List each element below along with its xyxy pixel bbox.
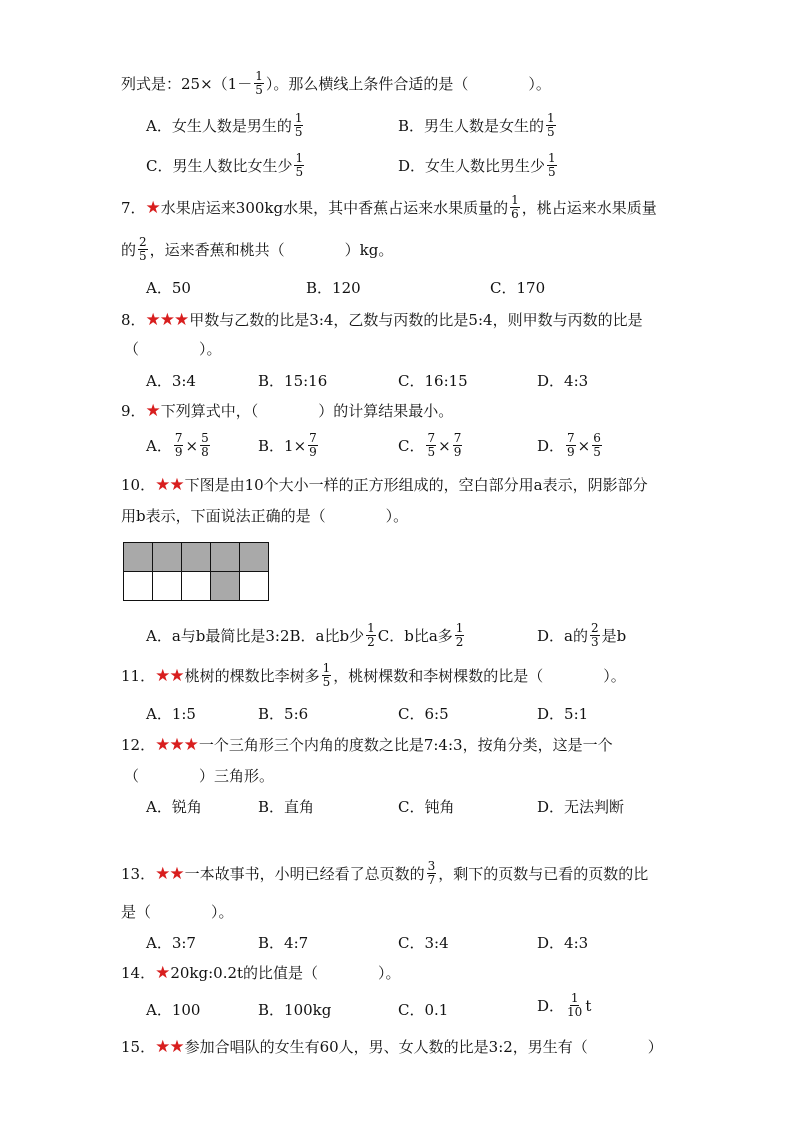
q10-option-d[interactable]: D．a的 $\frac{2}{3}$ 是b: [537, 621, 627, 649]
difficulty-star-icon: ★★: [155, 474, 184, 495]
question-13-line-2: 是（ ）。: [121, 903, 234, 921]
fraction: $\frac{2}{3}$: [590, 621, 599, 649]
q9-option-c[interactable]: C． $\frac{7}{5}$ × $\frac{7}{9}$: [398, 431, 462, 459]
fraction: $\frac{6}{5}$: [593, 431, 601, 459]
shaded-square: [211, 543, 240, 572]
q14-option-d[interactable]: D． $\frac{1}{10}$ t: [537, 991, 592, 1019]
fraction: $\frac{1}{6}$: [511, 193, 519, 221]
fraction: $\frac{1}{5}$: [295, 151, 304, 179]
fraction: $\frac{1}{5}$: [547, 111, 555, 139]
q12-option-a[interactable]: A．锐角: [146, 798, 202, 816]
blank-square: [240, 572, 269, 601]
question-14: 14． ★ 20kg:0.2t的比值是（ ）。: [121, 962, 401, 983]
question-8: 8． ★★★ 甲数与乙数的比是3:4，乙数与丙数的比是5:4，则甲数与丙数的比是: [121, 309, 643, 330]
question-15: 15． ★★ 参加合唱队的女生有60人，男、女人数的比是3:2，男生有（ ）: [121, 1036, 663, 1057]
q9-option-b[interactable]: B． 1 × $\frac{7}{9}$: [258, 431, 317, 459]
q6-prefix: 列式是：25×（1－: [121, 75, 253, 93]
question-number: 10．: [121, 476, 156, 494]
q11-option-c[interactable]: C．6:5: [398, 705, 449, 723]
shaded-square: [153, 543, 182, 572]
difficulty-star-icon: ★: [145, 400, 160, 421]
q6-option-d[interactable]: D．女生人数比男生少 $\frac{1}{5}$: [398, 151, 556, 179]
q8-option-b[interactable]: B．15:16: [258, 372, 328, 390]
q8-option-c[interactable]: C．16:15: [398, 372, 468, 390]
difficulty-star-icon: ★★★: [145, 309, 189, 330]
question-10-line-2: 用b表示，下面说法正确的是（ ）。: [121, 507, 409, 525]
difficulty-star-icon: ★★★: [155, 734, 198, 755]
blank-square: [182, 572, 211, 601]
q13-option-b[interactable]: B．4:7: [258, 934, 309, 952]
q9-option-d[interactable]: D． $\frac{7}{9}$ × $\frac{6}{5}$: [537, 431, 601, 459]
question-number: 7．: [121, 199, 146, 217]
q6-option-a[interactable]: A．女生人数是男生的 $\frac{1}{5}$: [146, 111, 303, 139]
q6-suffix: ）。那么横线上条件合适的是（ ）。: [265, 75, 551, 93]
fraction: $\frac{7}{9}$: [174, 431, 183, 459]
q13-option-c[interactable]: C．3:4: [398, 934, 449, 952]
fraction: $\frac{1}{5}$: [322, 661, 331, 689]
squares-figure: [123, 542, 269, 601]
q11-option-d[interactable]: D．5:1: [537, 705, 589, 723]
question-number: 11．: [121, 667, 156, 685]
question-8-line-2: （ ）。: [124, 340, 222, 358]
q13-option-a[interactable]: A．3:7: [146, 934, 196, 952]
q12-option-d[interactable]: D．无法判断: [537, 798, 625, 816]
question-13: 13． ★★ 一本故事书，小明已经看了总页数的 $\frac{3}{7}$ ，剩下的页数与已看的页数的比: [121, 859, 649, 887]
fraction: $\frac{1}{2}$: [455, 621, 464, 649]
difficulty-star-icon: ★: [145, 197, 160, 218]
question-7-line-2: 的 $\frac{2}{5}$ ，运来香蕉和桃共（ ）kg。: [121, 235, 394, 263]
fraction: $\frac{7}{9}$: [453, 431, 462, 459]
q10-option-c[interactable]: C．b比a多 $\frac{1}{2}$: [377, 621, 464, 649]
fraction: $\frac{7}{5}$: [427, 431, 436, 459]
q12-option-b[interactable]: B．直角: [258, 798, 315, 816]
fraction: $\frac{3}{7}$: [427, 859, 436, 887]
question-7: 7． ★ 水果店运来300kg水果，其中香蕉占运来水果质量的 $\frac{1}{6}$ ，桃占运来水果质量: [121, 193, 657, 221]
question-number: 14．: [121, 964, 156, 982]
q6-option-b[interactable]: B．男生人数是女生的 $\frac{1}{5}$: [398, 111, 555, 139]
question-10: 10． ★★ 下图是由10个大小一样的正方形组成的，空白部分用a表示，阴影部分: [121, 474, 648, 495]
question-number: 9．: [121, 402, 146, 420]
difficulty-star-icon: ★: [155, 962, 170, 983]
q10-option-b[interactable]: B．a比b少 $\frac{1}{2}$: [289, 621, 375, 649]
q10-option-a[interactable]: A．a与b最简比是3:2: [146, 627, 290, 645]
q6-option-c[interactable]: C．男生人数比女生少 $\frac{1}{5}$: [146, 151, 304, 179]
q10-options: [146, 622, 466, 649]
question-9: 9． ★ 下列算式中，（ ）的计算结果最小。: [121, 400, 454, 421]
fraction: $\frac{1}{10}$: [567, 991, 583, 1019]
question-12: 12． ★★★ 一个三角形三个内角的度数之比是7:4:3，按角分类，这是一个: [121, 734, 613, 755]
question-number: 13．: [121, 865, 156, 883]
q8-option-d[interactable]: D．4:3: [537, 372, 589, 390]
q7-option-a[interactable]: A．50: [146, 279, 191, 297]
fraction: $\frac{1}{5}$: [548, 151, 556, 179]
shaded-square: [211, 572, 240, 601]
fraction: $\frac{7}{9}$: [309, 431, 317, 459]
difficulty-star-icon: ★★: [155, 863, 184, 884]
q7-option-b[interactable]: B．120: [306, 279, 361, 297]
q14-option-b[interactable]: B．100kg: [258, 1001, 332, 1019]
question-12-line-2: （ ）三角形。: [124, 767, 275, 785]
fraction: $\frac{5}{8}$: [201, 431, 209, 459]
question-number: 12．: [121, 736, 156, 754]
q14-option-a[interactable]: A．100: [146, 1001, 201, 1019]
fraction: $\frac{2}{5}$: [139, 235, 147, 263]
question-number: 8．: [121, 311, 146, 329]
q13-option-d[interactable]: D．4:3: [537, 934, 589, 952]
difficulty-star-icon: ★★: [155, 665, 184, 686]
fraction: $\frac{1}{2}$: [367, 621, 375, 649]
question-6-continuation: [121, 70, 551, 97]
q12-option-c[interactable]: C．钝角: [398, 798, 455, 816]
q14-option-c[interactable]: C．0.1: [398, 1001, 449, 1019]
fraction: $\frac{1}{5}$: [294, 111, 303, 139]
q7-option-c[interactable]: C．170: [490, 279, 546, 297]
question-number: 15．: [121, 1038, 156, 1056]
fraction: $\frac{1}{5}$: [255, 69, 263, 97]
shaded-square: [124, 543, 153, 572]
question-11: 11． ★★ 桃树的棵数比李树多 $\frac{1}{5}$ ，桃树棵数和李树棵数的比是（ ）。: [121, 661, 626, 689]
fraction: $\frac{7}{9}$: [567, 431, 575, 459]
q9-option-a[interactable]: A． $\frac{7}{9}$ × $\frac{5}{8}$: [146, 431, 209, 459]
blank-square: [124, 572, 153, 601]
q11-option-b[interactable]: B．5:6: [258, 705, 309, 723]
q8-option-a[interactable]: A．3:4: [146, 372, 196, 390]
blank-square: [153, 572, 182, 601]
shaded-square: [240, 543, 269, 572]
q11-option-a[interactable]: A．1:5: [146, 705, 196, 723]
difficulty-star-icon: ★★: [155, 1036, 184, 1057]
shaded-square: [182, 543, 211, 572]
